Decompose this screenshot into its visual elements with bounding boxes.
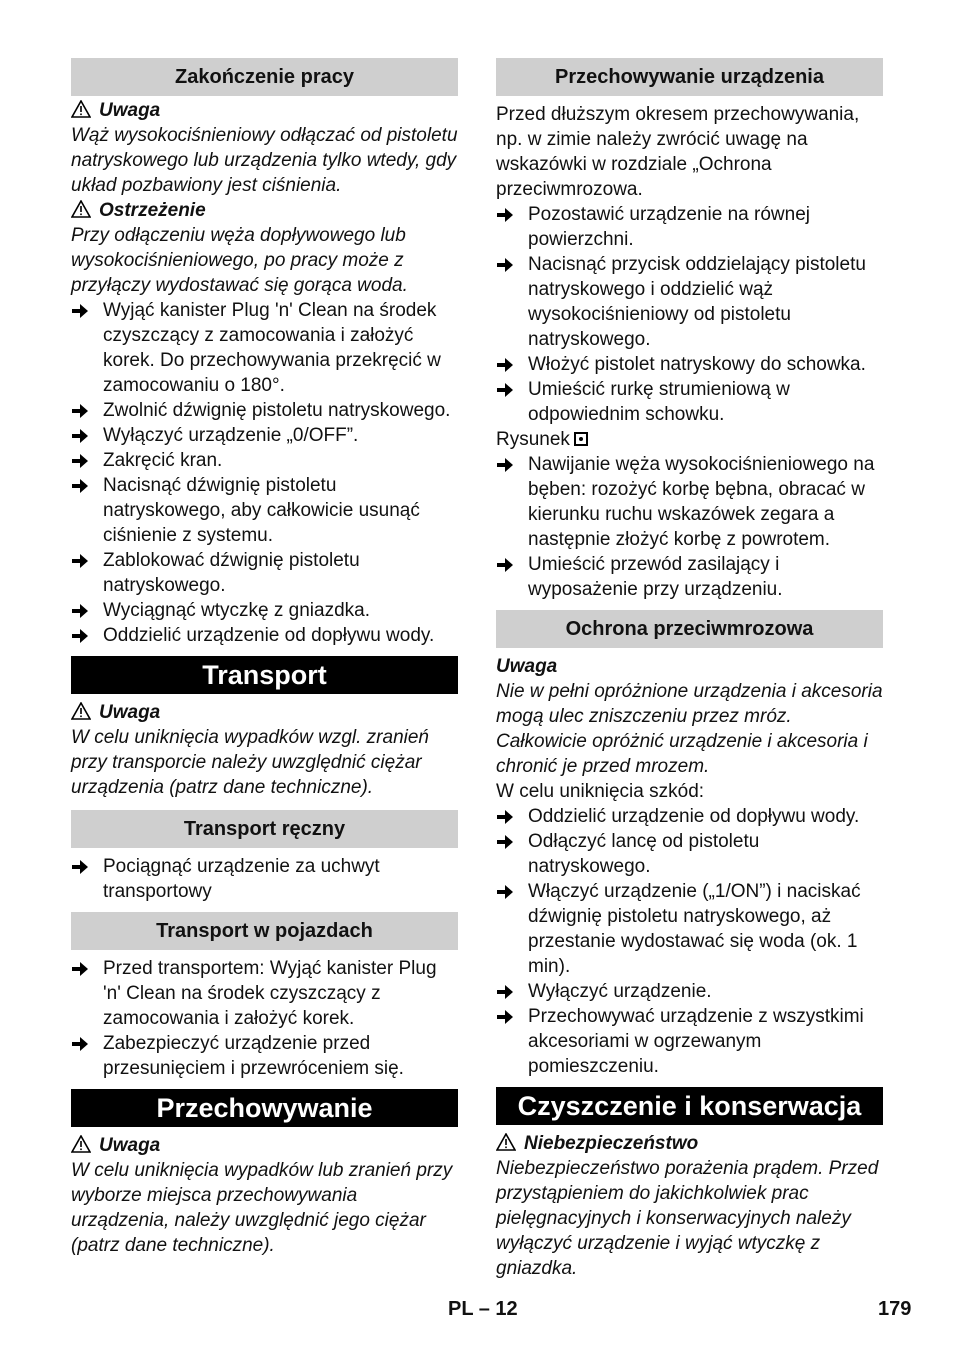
list-item: Włączyć urządzenie („1/ON”) i naciskać dźwignię pistoletu natryskowego, aż przestanie wydostawać się woda (ok. 1 min).: [496, 879, 883, 979]
list-item: Nawijanie węża wysokociśnieniowego na bęben: rozożyć korbę bębna, obracać w kierunku ruchu wskazówek zegara a następnie złożyć korbę z powrotem.: [496, 452, 883, 552]
arrow-right-icon: [71, 603, 89, 619]
arrow-right-icon: [496, 557, 514, 573]
device-storage-steps-2: [496, 452, 883, 602]
list-item: Zakręcić kran.: [71, 448, 458, 473]
device-storage-steps: [496, 202, 883, 427]
arrow-right-icon: [496, 984, 514, 1000]
intro-text: Przed dłuższym okresem przechowywania, np. w zimie należy zwrócić uwagę na wskazówki w rozdziale „Ochrona przeciwmrozowa.: [496, 104, 860, 200]
warning-heading: Ostrzeżenie: [71, 198, 458, 223]
note-text: W celu uniknięcia wypadków wzgl. zranień przy transporcie należy uwzględnić ciężar urządzenia (patrz dane techniczne).: [71, 727, 429, 798]
arrow-right-icon: [71, 628, 89, 644]
section-title-device-storage: Przechowywanie urządzenia: [496, 58, 883, 96]
vehicle-transport-steps: [71, 956, 458, 1081]
list-item: Nacisnąć dźwignię pistoletu natryskowego, aby całkowicie usunąć ciśnienie z systemu.: [71, 473, 458, 548]
list-item: Nacisnąć przycisk oddzielający pistoletu natryskowego i oddzielić wąż wysokociśnieniowy od pistoletu natryskowego.: [496, 252, 883, 352]
arrow-right-icon: [71, 553, 89, 569]
note-text: Nie w pełni opróżnione urządzenia i akcesoria mogą ulec zniszczeniu przez mróz. Całkowicie opróżnić urządzenie i akcesoria i chronić je przed mrozem.: [496, 681, 883, 777]
arrow-right-icon: [71, 303, 89, 319]
frost-protection-steps: [496, 804, 883, 1079]
figure-icon: [574, 432, 588, 446]
arrow-right-icon: [71, 403, 89, 419]
note-text: Wąż wysokociśnieniowy odłączać od pistoletu natryskowego lub urządzenia tylko wtedy, gdy układ pozbawiony jest ciśnienia.: [71, 125, 458, 196]
arrow-right-icon: [496, 457, 514, 473]
section-title-storage: Przechowywanie: [71, 1089, 458, 1127]
intro-text: W celu uniknięcia szkód:: [496, 781, 705, 802]
arrow-right-icon: [496, 382, 514, 398]
left-column: [71, 58, 458, 1258]
list-item: Zwolnić dźwignię pistoletu natryskowego.: [71, 398, 458, 423]
arrow-right-icon: [71, 1036, 89, 1052]
note-text: W celu uniknięcia wypadków lub zranień przy wyborze miejsca przechowywania urządzenia, należy uwzględnić jego ciężar (patrz dane techniczne).: [71, 1160, 453, 1256]
list-item: Przechowywać urządzenie z wszystkimi akcesoriami w ogrzewanym pomieszczeniu.: [496, 1004, 883, 1079]
list-item: Wyłączyć urządzenie „0/OFF”.: [71, 423, 458, 448]
list-item: Włożyć pistolet natryskowy do schowka.: [496, 352, 883, 377]
manual-transport-steps: [71, 854, 458, 904]
list-item: Pozostawić urządzenie na równej powierzchni.: [496, 202, 883, 252]
section-title-cleaning-maintenance: Czyszczenie i konserwacja: [496, 1087, 883, 1125]
figure-reference: Rysunek: [496, 427, 883, 452]
warning-triangle-icon: [71, 702, 91, 720]
danger-heading: Niebezpieczeństwo: [496, 1131, 883, 1156]
arrow-right-icon: [496, 357, 514, 373]
arrow-right-icon: [496, 207, 514, 223]
warning-triangle-icon: [71, 1135, 91, 1153]
arrow-right-icon: [71, 478, 89, 494]
list-item: Wyłączyć urządzenie.: [496, 979, 883, 1004]
note-heading: Uwaga: [71, 1133, 458, 1158]
warning-triangle-icon: [496, 1133, 516, 1151]
warning-text: Przy odłączeniu węża dopływowego lub wysokociśnieniowego, po pracy może z przyłączy wydostawać się gorąca woda.: [71, 225, 408, 296]
footer-page-number: 179: [878, 1298, 912, 1320]
list-item: Oddzielić urządzenie od dopływu wody.: [71, 623, 458, 648]
arrow-right-icon: [496, 809, 514, 825]
footer-language-page: PL – 12: [448, 1298, 518, 1320]
arrow-right-icon: [496, 884, 514, 900]
arrow-right-icon: [496, 834, 514, 850]
list-item: Wyciągnąć wtyczkę z gniazdka.: [71, 598, 458, 623]
list-item: Umieścić rurkę strumieniową w odpowiednim schowku.: [496, 377, 883, 427]
arrow-right-icon: [496, 257, 514, 273]
arrow-right-icon: [71, 859, 89, 875]
section-title-vehicle-transport: Transport w pojazdach: [71, 912, 458, 950]
list-item: Pociągnąć urządzenie za uchwyt transportowy: [71, 854, 458, 904]
arrow-right-icon: [71, 453, 89, 469]
note-heading: Uwaga: [71, 700, 458, 725]
list-item: Zabezpieczyć urządzenie przed przesunięciem i przewróceniem się.: [71, 1031, 458, 1081]
list-item: Umieścić przewód zasilający i wyposażenie przy urządzeniu.: [496, 552, 883, 602]
danger-text: Niebezpieczeństwo porażenia prądem. Przed przystąpieniem do jakichkolwiek prac pielęgnacyjnych i konserwacyjnych należy wyłączyć urządzenie i wyjąć wtyczkę z gniazdka.: [496, 1158, 879, 1279]
right-column: [496, 58, 883, 1281]
arrow-right-icon: [71, 428, 89, 444]
warning-triangle-icon: [71, 100, 91, 118]
section-title-manual-transport: Transport ręczny: [71, 810, 458, 848]
note-heading: Uwaga: [496, 656, 558, 677]
list-item: Zablokować dźwignię pistoletu natryskowego.: [71, 548, 458, 598]
list-item: Odłączyć lancę od pistoletu natryskowego.: [496, 829, 883, 879]
arrow-right-icon: [71, 961, 89, 977]
section-title-transport: Transport: [71, 656, 458, 694]
arrow-right-icon: [496, 1009, 514, 1025]
note-heading: Uwaga: [71, 98, 458, 123]
finish-work-steps: [71, 298, 458, 648]
list-item: Wyjąć kanister Plug 'n' Clean na środek czyszczący z zamocowania i założyć korek. Do przechowywania przekręcić w zamocowaniu o 180°.: [71, 298, 458, 398]
section-title-frost-protection: Ochrona przeciwmrozowa: [496, 610, 883, 648]
warning-triangle-icon: [71, 200, 91, 218]
section-title-finish-work: Zakończenie pracy: [71, 58, 458, 96]
list-item: Oddzielić urządzenie od dopływu wody.: [496, 804, 883, 829]
list-item: Przed transportem: Wyjąć kanister Plug 'n' Clean na środek czyszczący z zamocowania i założyć korek.: [71, 956, 458, 1031]
